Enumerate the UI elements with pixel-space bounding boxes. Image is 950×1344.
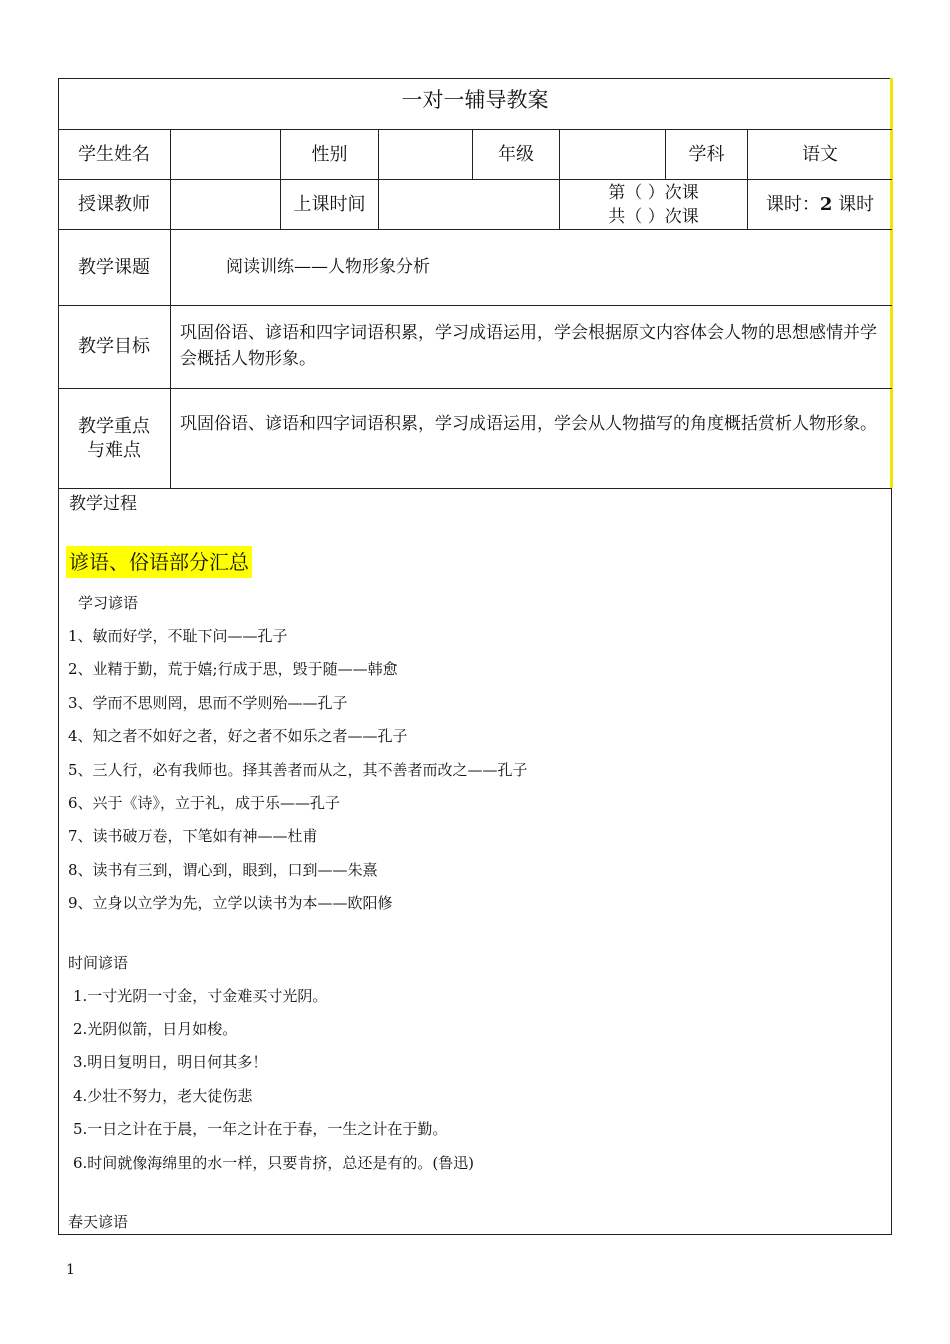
study-item: 1、敏而好学，不耻下问——孔子: [68, 627, 288, 645]
study-item: 5、三人行，必有我师也。择其善者而从之，其不善者而改之——孔子: [68, 761, 528, 779]
class-time-field[interactable]: [379, 180, 559, 229]
rule-after-goals: [58, 388, 892, 389]
time-item: 2.光阴似箭，日月如梭。: [73, 1020, 238, 1038]
class-hours-prefix: 课时：: [765, 193, 820, 215]
study-item: 9、立身以立学为先，立学以读书为本——欧阳修: [68, 894, 393, 912]
class-hours-suffix: 课时: [838, 193, 875, 215]
lesson-number-line: 第（ ）次课: [608, 182, 699, 203]
grade-label: 年级: [498, 143, 534, 165]
study-item: 7、读书破万卷，下笔如有神——杜甫: [68, 827, 318, 845]
keypoints-label: [58, 389, 170, 488]
class-hours-value: 2: [819, 193, 833, 215]
study-item: 3、学而不思则罔，思而不学则殆——孔子: [68, 694, 348, 712]
teacher-field[interactable]: [171, 180, 280, 229]
time-proverbs-heading: 时间谚语: [68, 954, 129, 972]
process-label: 教学过程: [69, 494, 137, 514]
time-item: 6.时间就像海绵里的水一样，只要肯挤，总还是有的。(鲁迅): [73, 1154, 475, 1172]
keypoints-label-line2: 与难点: [87, 439, 141, 461]
spring-proverbs-heading: 春天谚语: [68, 1213, 129, 1231]
student-name-field[interactable]: [171, 130, 280, 179]
gender-label: 性别: [311, 143, 348, 165]
student-name-label: 学生姓名: [78, 143, 150, 165]
subject-value: 语文: [802, 143, 838, 165]
keypoints-value: 巩固俗语、谚语和四字词语积累，学习成语运用，学会从人物描写的角度概括赏析人物形象。: [180, 414, 877, 434]
time-item: 3.明日复明日，明日何其多！: [73, 1053, 268, 1071]
study-item: 6、兴于《诗》，立于礼，成于乐——孔子: [68, 794, 341, 812]
goals-label: 教学目标: [78, 336, 150, 357]
topic-label: 教学课题: [78, 256, 150, 278]
lesson-total-line: 共（ ）次课: [608, 206, 699, 227]
grade-field[interactable]: [560, 130, 665, 179]
study-proverbs-heading: 学习谚语: [78, 594, 139, 612]
lesson-count: [560, 180, 747, 229]
subject-label: 学科: [688, 143, 725, 165]
class-time-label: 上课时间: [293, 193, 366, 215]
rule-after-topic: [58, 305, 892, 306]
rule-after-row2: [58, 229, 892, 230]
section-heading-highlighted: 谚语、俗语部分汇总: [66, 546, 252, 578]
teacher-label: 授课教师: [78, 193, 150, 215]
time-item: 5.一日之计在于晨，一年之计在于春，一生之计在于勤。: [73, 1120, 448, 1138]
time-item: 4.少壮不努力，老大徒伤悲: [73, 1087, 253, 1105]
study-item: 2、业精于勤，荒于嬉;行成于思，毁于随——韩愈: [68, 660, 398, 678]
goals-value: 巩固俗语、谚语和四字词语积累，学习成语运用，学会根据原文内容体会人物的思想感情并学会概括人物形象。: [180, 323, 877, 369]
rule-after-keypoints: [58, 488, 892, 489]
keypoints-label-line1: 教学重点: [78, 415, 150, 437]
document-title: 一对一辅导教案: [401, 88, 549, 112]
page-number: 1: [66, 1262, 75, 1278]
study-item: 8、读书有三到，谓心到，眼到，口到——朱熹: [68, 861, 378, 879]
time-item: 1.一寸光阴一寸金，寸金难买寸光阴。: [73, 987, 328, 1005]
gender-field[interactable]: [379, 130, 472, 179]
topic-value: 阅读训练——人物形象分析: [226, 257, 430, 277]
class-hours: [748, 180, 892, 229]
study-item: 4、知之者不如好之者，好之者不如乐之者——孔子: [68, 727, 408, 745]
